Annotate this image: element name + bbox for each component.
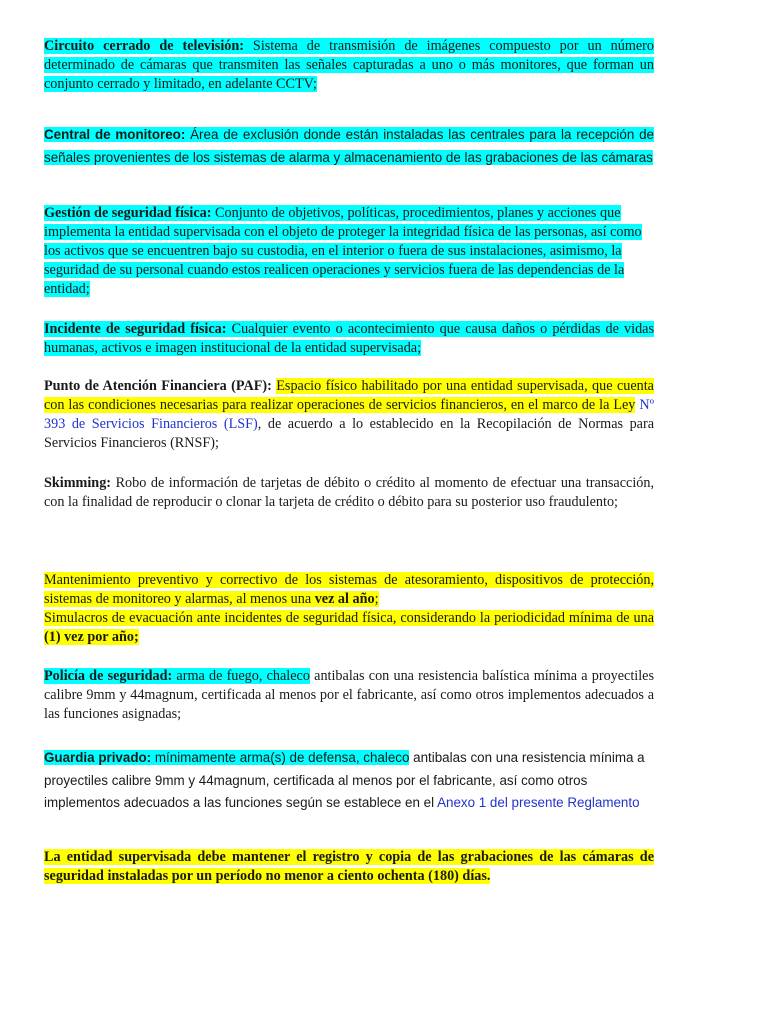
simulacros-frequency: (1) vez por año; <box>44 629 139 645</box>
definition-text: Robo de información de tarjetas de débito o crédito al momento de efectuar una transacción, con la finalidad de reproducir o clonar la tarjeta de crédito o débito para su posterior uso fraudulento; <box>44 475 654 510</box>
guardia-privado <box>44 747 654 815</box>
definition-skimming <box>44 474 654 512</box>
definition-paf <box>44 377 654 453</box>
term-paf: Punto de Atención Financiera (PAF): <box>44 378 272 394</box>
registro-grabaciones <box>44 848 654 886</box>
definition-text: Conjunto de objetivos, políticas, procedimientos, planes y acciones que implementa la entidad supervisada con el objeto de proteger la integridad física de las personas, así como los activos que se encuentren bajo su custodia, en el interior o fuera de sus instalaciones, asimismo, la seguridad de su personal cuando estos realicen operaciones y servicios fuera de las dependencias de la entidad; <box>44 205 642 297</box>
term-incidente: Incidente de seguridad física: <box>44 321 227 337</box>
highlighted-text: mínimamente arma(s) de defensa, chaleco <box>151 750 410 765</box>
definition-text: Sistema de transmisión de imágenes compuesto por un número determinado de cámaras que transmiten las señales capturadas a uno o más monitores, que forman un conjunto cerrado y limitado, en adelante CCTV; <box>44 38 654 92</box>
term-cctv: Circuito cerrado de televisión: <box>44 38 244 54</box>
ley-393-link[interactable]: Nº 393 de Servicios Financieros (LSF) <box>44 397 654 432</box>
maintenance-frequency: vez al año <box>314 591 375 607</box>
policia-seguridad <box>44 667 654 724</box>
definition-text: , de acuerdo a lo establecido en la Recopilación de Normas para Servicios Financieros (RNSF); <box>44 416 655 451</box>
term-gestion-seguridad: Gestión de seguridad física: <box>44 205 212 221</box>
term-skimming: Skimming: <box>44 475 112 491</box>
highlighted-text: arma de fuego, chaleco <box>172 668 310 684</box>
simulacros-text: Simulacros de evacuación ante incidentes de seguridad física, considerando la periodicidad mínima de una <box>44 610 654 626</box>
definition-text: antibalas con una resistencia mínima a proyectiles calibre 9mm y 44magnum, certificada al menos por el fabricante, así como otros implementos adecuados a las funciones según se establece en el <box>44 750 645 810</box>
definition-central-monitoreo <box>44 124 654 169</box>
anexo-1-link[interactable]: Anexo 1 del presente Reglamento <box>437 795 640 810</box>
term-central-monitoreo: Central de monitoreo: <box>44 127 186 142</box>
term-guardia: Guardia privado: <box>44 750 152 765</box>
definition-incidente <box>44 320 654 358</box>
maintenance-block <box>44 571 654 647</box>
maintenance-end: ; <box>374 591 379 607</box>
maintenance-text: Mantenimiento preventivo y correctivo de los sistemas de atesoramiento, dispositivos de protección, sistemas de monitoreo y alarmas, al menos una <box>44 572 654 607</box>
definition-text: antibalas con una resistencia balística mínima a proyectiles calibre 9mm y 44magnum, certificada al menos por el fabricante, así como otros implementos adecuados a las funciones asignadas; <box>44 668 654 722</box>
term-policia: Policía de seguridad: <box>44 668 173 684</box>
definition-text: Cualquier evento o acontecimiento que causa daños o pérdidas de vidas humanas, activos e imagen institucional de la entidad supervisada; <box>44 321 654 356</box>
definition-cctv <box>44 37 654 94</box>
definition-gestion-seguridad <box>44 204 654 299</box>
registro-text: La entidad supervisada debe mantener el registro y copia de las grabaciones de las cámaras de seguridad instaladas por un período no menor a ciento ochenta (180) días. <box>44 849 654 884</box>
definition-text: Área de exclusión donde están instaladas las centrales para la recepción de señales provenientes de los sistemas de alarma y almacenamiento de las grabaciones de las cámaras <box>44 127 654 165</box>
highlighted-text: Espacio físico habilitado por una entidad supervisada, que cuenta con las condiciones necesarias para realizar operaciones de servicios financieros, en el marco de la Ley <box>44 378 654 413</box>
